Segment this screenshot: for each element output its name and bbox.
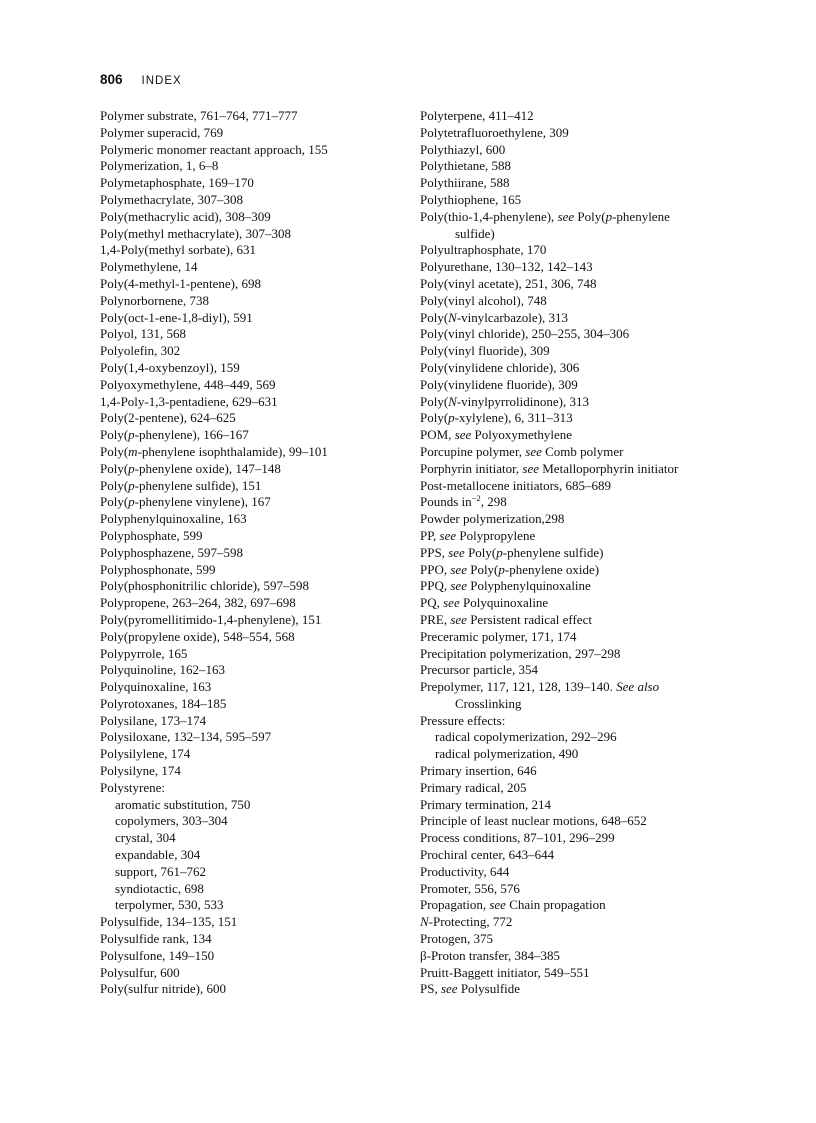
index-entry: Polyurethane, 130–132, 142–143 bbox=[420, 259, 593, 275]
index-entry: Polyquinoline, 162–163 bbox=[100, 662, 225, 678]
index-entry: Polyoxymethylene, 448–449, 569 bbox=[100, 376, 276, 392]
index-entry: Polymethylene, 14 bbox=[100, 259, 198, 275]
index-entry: Polythiirane, 588 bbox=[420, 175, 510, 191]
index-entry: Poly(N-vinylpyrrolidinone), 313 bbox=[420, 393, 589, 409]
index-entry: Porphyrin initiator, see Metalloporphyrin initiator bbox=[420, 460, 679, 476]
index-entry: 1,4-Poly(methyl sorbate), 631 bbox=[100, 242, 256, 258]
index-entry: Polyquinoxaline, 163 bbox=[100, 679, 212, 695]
index-entry: Polyphosphazene, 597–598 bbox=[100, 544, 243, 560]
index-entry: Poly(thio-1,4-phenylene), see Poly(p-phenylene bbox=[420, 208, 670, 224]
index-subentry: terpolymer, 530, 533 bbox=[115, 897, 224, 913]
index-subentry: copolymers, 303–304 bbox=[115, 813, 228, 829]
index-entry: Polyphosphonate, 599 bbox=[100, 561, 216, 577]
index-entry: Polyol, 131, 568 bbox=[100, 326, 186, 342]
index-entry: Polymerization, 1, 6–8 bbox=[100, 158, 219, 174]
index-entry: PQ, see Polyquinoxaline bbox=[420, 595, 549, 611]
index-entry: Preceramic polymer, 171, 174 bbox=[420, 628, 577, 644]
index-entry-continuation: sulfide) bbox=[455, 225, 495, 241]
index-entry: Polysulfide rank, 134 bbox=[100, 931, 212, 947]
index-entry: Pounds $in^{-2}$, 298 bbox=[420, 493, 507, 510]
index-entry: Polynorbornene, 738 bbox=[100, 292, 210, 308]
index-entry: Poly(p-phenylene vinylene), 167 bbox=[100, 494, 271, 510]
index-entry: Polysulfide, 134–135, 151 bbox=[100, 914, 238, 930]
index-entry: Polymer substrate, 761–764, 771–777 bbox=[100, 108, 298, 123]
index-entry: Poly(vinyl chloride), 250–255, 304–306 bbox=[420, 326, 630, 342]
index-entry: Porcupine polymer, see Comb polymer bbox=[420, 443, 624, 459]
index-entry: Poly(methacrylic acid), 308–309 bbox=[100, 208, 271, 224]
index-entry: Poly(N-vinylcarbazole), 313 bbox=[420, 309, 569, 325]
index-entry: Poly(vinyl fluoride), 309 bbox=[420, 343, 550, 359]
index-entry: Polyterpene, 411–412 bbox=[420, 108, 534, 123]
index-entry: PPO, see Poly(p-phenylene oxide) bbox=[420, 561, 600, 577]
index-entry: Poly(propylene oxide), 548–554, 568 bbox=[100, 628, 295, 644]
index-entry: Poly(2-pentene), 624–625 bbox=[100, 410, 236, 426]
index-entry: Precipitation polymerization, 297–298 bbox=[420, 645, 621, 661]
index-entry: Primary radical, 205 bbox=[420, 779, 527, 795]
index-entry: Polyphenylquinoxaline, 163 bbox=[100, 511, 247, 527]
index-entry: PPS, see Poly(p-phenylene sulfide) bbox=[420, 544, 604, 560]
index-entry: Polysilylene, 174 bbox=[100, 746, 191, 762]
index-entry: Polythiazyl, 600 bbox=[420, 141, 506, 157]
index-entry: PS, see Polysulfide bbox=[420, 981, 521, 997]
index-entry: Poly(vinyl acetate), 251, 306, 748 bbox=[420, 275, 597, 291]
index-entry: Polystyrene: bbox=[100, 779, 165, 795]
index-entry: Polymer superacid, 769 bbox=[100, 124, 224, 140]
index-subentry: radical copolymerization, 292–296 bbox=[435, 729, 617, 745]
index-entry: Poly(sulfur nitride), 600 bbox=[100, 981, 227, 997]
index-entry: β-Proton transfer, 384–385 bbox=[420, 947, 561, 963]
index-entry: Poly(oct-1-ene-1,8-diyl), 591 bbox=[100, 309, 253, 325]
index-entry: POM, see Polyoxymethylene bbox=[420, 427, 573, 443]
index-entry: Poly(vinylidene chloride), 306 bbox=[420, 359, 580, 375]
index-column-right bbox=[420, 108, 730, 998]
index-entry: Poly(p-xylylene), 6, 311–313 bbox=[420, 410, 573, 426]
index-entry: Polymetaphosphate, 169–170 bbox=[100, 175, 254, 191]
index-entry: PP, see Polypropylene bbox=[420, 527, 536, 543]
index-entry: Promoter, 556, 576 bbox=[420, 880, 520, 896]
index-entry: Poly(p-phenylene), 166–167 bbox=[100, 427, 249, 443]
index-entry: Poly(1,4-oxybenzoyl), 159 bbox=[100, 359, 240, 375]
index-entry: Polytetrafluoroethylene, 309 bbox=[420, 124, 569, 140]
index-entry: Prochiral center, 643–644 bbox=[420, 847, 555, 863]
index-subentry: expandable, 304 bbox=[115, 847, 201, 863]
page-header bbox=[100, 72, 182, 92]
index-entry: Poly(p-phenylene sulfide), 151 bbox=[100, 477, 262, 493]
index-entry: Polymethacrylate, 307–308 bbox=[100, 191, 243, 207]
index-entry: Poly(p-phenylene oxide), 147–148 bbox=[100, 460, 281, 476]
index-entry: Poly(methyl methacrylate), 307–308 bbox=[100, 225, 291, 241]
page-number: 806 bbox=[100, 72, 123, 87]
index-subentry: syndiotactic, 698 bbox=[115, 880, 204, 896]
index-entry: Polysulfone, 149–150 bbox=[100, 947, 215, 963]
index-column-left bbox=[100, 108, 410, 998]
index-entry: Pruitt-Baggett initiator, 549–551 bbox=[420, 964, 590, 980]
index-entry: Poly(pyromellitimido-1,4-phenylene), 151 bbox=[100, 611, 322, 627]
index-entry: Propagation, see Chain propagation bbox=[420, 897, 606, 913]
index-entry: Powder polymerization,298 bbox=[420, 511, 565, 527]
index-entry: Polysiloxane, 132–134, 595–597 bbox=[100, 729, 272, 745]
index-entry: Polysilane, 173–174 bbox=[100, 712, 207, 728]
index-entry: Poly(4-methyl-1-pentene), 698 bbox=[100, 275, 262, 291]
index-entry: Polyultraphosphate, 170 bbox=[420, 242, 547, 258]
index-entry: Process conditions, 87–101, 296–299 bbox=[420, 830, 615, 846]
index-entry: Poly(phosphonitrilic chloride), 597–598 bbox=[100, 578, 310, 594]
index-entry: N-Protecting, 772 bbox=[420, 914, 513, 930]
index-entry: Poly(vinylidene fluoride), 309 bbox=[420, 376, 578, 392]
index-entry: Protogen, 375 bbox=[420, 931, 493, 947]
index-entry: Principle of least nuclear motions, 648–652 bbox=[420, 813, 647, 829]
index-entry: Polypropene, 263–264, 382, 697–698 bbox=[100, 595, 296, 611]
index-entry: 1,4-Poly-1,3-pentadiene, 629–631 bbox=[100, 393, 278, 409]
index-entry: Primary insertion, 646 bbox=[420, 763, 537, 779]
index-subentry: aromatic substitution, 750 bbox=[115, 796, 251, 812]
index-entry: Primary termination, 214 bbox=[420, 796, 552, 812]
index-entry-continuation: Crosslinking bbox=[455, 695, 522, 711]
index-entry: Precursor particle, 354 bbox=[420, 662, 539, 678]
index-entry: Polyrotoxanes, 184–185 bbox=[100, 695, 227, 711]
index-entry: Polythiophene, 165 bbox=[420, 191, 522, 207]
index-entry: Polymeric monomer reactant approach, 155 bbox=[100, 141, 328, 157]
index-entry: Polysilyne, 174 bbox=[100, 763, 181, 779]
index-entry: PRE, see Persistent radical effect bbox=[420, 611, 592, 627]
running-head: INDEX bbox=[141, 75, 182, 87]
index-entry: Polythietane, 588 bbox=[420, 158, 511, 174]
index-subentry: support, 761–762 bbox=[115, 863, 206, 879]
index-entry: Polysulfur, 600 bbox=[100, 964, 180, 980]
index-entry: Polypyrrole, 165 bbox=[100, 645, 188, 661]
index-entry: Polyolefin, 302 bbox=[100, 343, 181, 359]
index-entry: Post-metallocene initiators, 685–689 bbox=[420, 477, 611, 493]
index-entry: Pressure effects: bbox=[420, 712, 506, 728]
index-subentry: crystal, 304 bbox=[115, 830, 176, 846]
index-entry: Polyphosphate, 599 bbox=[100, 527, 203, 543]
index-entry: Productivity, 644 bbox=[420, 863, 510, 879]
index-entry: Poly(m-phenylene isophthalamide), 99–101 bbox=[100, 443, 328, 459]
index-entry: PPQ, see Polyphenylquinoxaline bbox=[420, 578, 591, 594]
index-entry: Poly(vinyl alcohol), 748 bbox=[420, 292, 547, 308]
index-entry: Prepolymer, 117, 121, 128, 139–140. See also bbox=[420, 679, 660, 695]
index-subentry: radical polymerization, 490 bbox=[435, 746, 579, 762]
